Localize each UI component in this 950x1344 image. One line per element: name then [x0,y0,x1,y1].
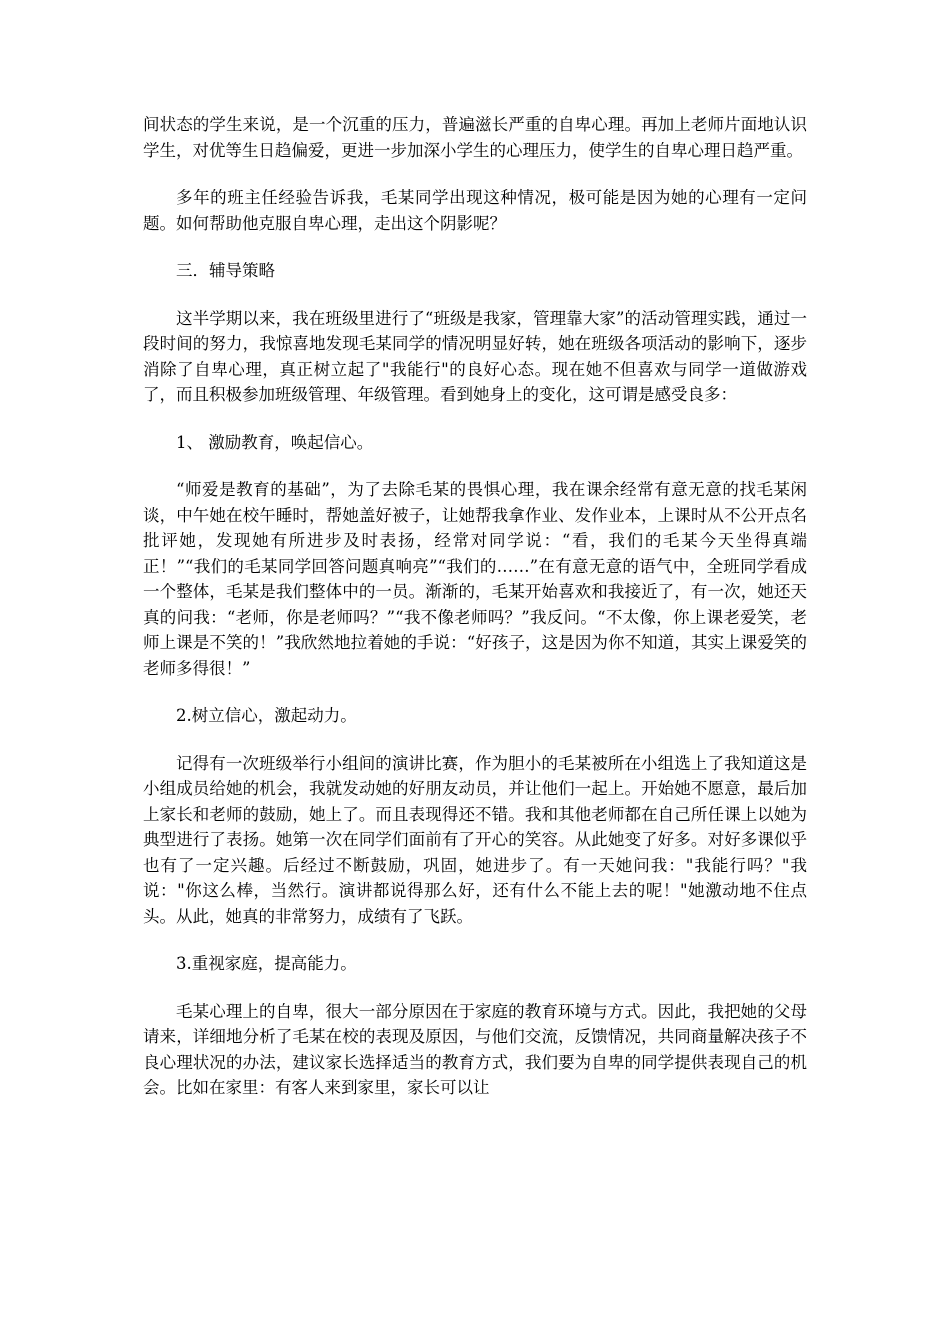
paragraph-speech-contest: 记得有一次班级举行小组间的演讲比赛，作为胆小的毛某被所在小组选上了我知道这是小组成员给她的机会，我就发动她的好朋友动员，并让他们一起上。开始她不愿意，最后加上家长和老师的鼓励，她上了。而且表现得还不错。我和其他老师都在自己所任课上以她为典型进行了表扬。她第一次在同学们面前有了开心的笑容。从此她变了好多。对好多课似乎也有了一定兴趣。后经过不断鼓励，巩固，她进步了。有一天她问我："我能行吗？"我说："你这么棒，当然行。演讲都说得那么好，还有什么不能上去的呢！"她激动地不住点头。从此，她真的非常努力，成绩有了飞跃。 [143,753,807,926]
document-page [143,112,807,1101]
subheading-confidence: 2.树立信心，激起动力。 [176,706,357,725]
paragraph-intro-continuation: 间状态的学生来说，是一个沉重的压力，普遍滋长严重的自卑心理。再加上老师片面地认识学生，对优等生日趋偏爱，更进一步加深小学生的心理压力，使学生的自卑心理日趋严重。 [143,115,807,160]
paragraph-experience: 多年的班主任经验告诉我，毛某同学出现这种情况，极可能是因为她的心理有一定问题。如何帮助他克服自卑心理，走出这个阴影呢？ [143,188,807,233]
paragraph-teacher-love: “师爱是教育的基础”，为了去除毛某的畏惧心理，我在课余经常有意无意的找毛某闲谈，中午她在校午睡时，帮她盖好被子，让她帮我拿作业、发作业本，上课时从不公开点名批评她，发现她有所进步及时表扬，经常对同学说：“看，我们的毛某今天坐得真端正！”“我们的毛某同学回答问题真响亮”“我们的……”在有意无意的语气中，全班同学看成一个整体，毛某是我们整体中的一员。渐渐的，毛某开始喜欢和我接近了，有一次，她还天真的问我：“老师，你是老师吗？”“我不像老师吗？”我反问。“不太像，你上课老爱笑，老师上课是不笑的！”我欣然地拉着她的手说：“好孩子，这是因为你不知道，其实上课爱笑的老师多得很！” [143,480,807,678]
paragraph-family-education: 毛某心理上的自卑，很大一部分原因在于家庭的教育环境与方式。因此，我把她的父母请来，详细地分析了毛某在校的表现及原因，与他们交流，反馈情况，共同商量解决孩子不良心理状况的办法，建议家长选择适当的教育方式，我们要为自卑的同学提供表现自己的机会。比如在家里：有客人来到家里，家长可以让 [143,1001,807,1097]
paragraph-semester-practice: 这半学期以来，我在班级里进行了“班级是我家，管理靠大家”的活动管理实践，通过一段时间的努力，我惊喜地发现毛某同学的情况明显好转，她在班级各项活动的影响下，逐步消除了自卑心理，真正树立起了"我能行"的良好心态。现在她不但喜欢与同学一道做游戏了，而且积极参加班级管理、年级管理。看到她身上的变化，这可谓是感受良多： [143,308,807,404]
subheading-family: 3.重视家庭，提高能力。 [176,954,357,973]
section-heading-strategy: 三．辅导策略 [176,261,275,280]
subheading-encouragement: 1、 激励教育，唤起信心。 [176,432,374,452]
